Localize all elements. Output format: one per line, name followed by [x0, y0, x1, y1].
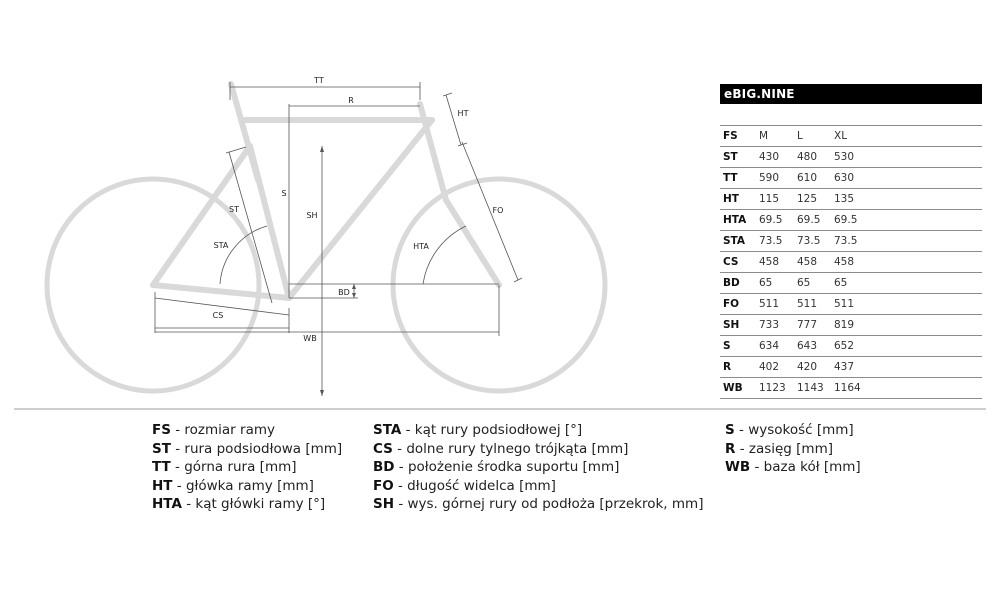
row-value-m: 634	[759, 336, 797, 357]
row-value-l: 643	[797, 336, 834, 357]
row-value-l: 777	[797, 315, 834, 336]
label-cs: CS	[212, 311, 224, 320]
row-value-xl: 135	[834, 189, 982, 210]
table-row	[720, 189, 982, 210]
model-title: eBIG.NINE	[720, 84, 982, 104]
geometry-table-panel	[720, 84, 982, 399]
legend-column-1	[152, 421, 342, 514]
table-row	[720, 294, 982, 315]
legend-item	[373, 421, 703, 440]
row-value-xl: 1164	[834, 378, 982, 399]
legend-desc: - górna rura [mm]	[170, 459, 297, 476]
table-row	[720, 231, 982, 252]
row-value-m: 73.5	[759, 231, 797, 252]
legend-item	[152, 421, 342, 440]
row-value-l: 125	[797, 189, 834, 210]
label-hta: HTA	[413, 242, 429, 251]
legend-key: SH	[373, 496, 395, 513]
row-value-m: 115	[759, 189, 797, 210]
legend-item	[725, 440, 861, 459]
row-key: HTA	[720, 210, 759, 231]
table-row	[720, 273, 982, 294]
table-row	[720, 378, 982, 399]
legend-key: STA	[373, 422, 402, 438]
row-key: SH	[720, 315, 759, 336]
table-row	[720, 168, 982, 189]
row-value-l: 480	[797, 147, 834, 168]
legend-item	[152, 477, 342, 496]
row-value-l: 69.5	[797, 210, 834, 231]
row-key: FO	[720, 294, 759, 315]
row-key: S	[720, 336, 759, 357]
legend-item	[373, 495, 703, 514]
legend-desc: - dolne rury tylnego trójkąta [mm]	[392, 440, 629, 457]
legend-key: ST	[152, 440, 171, 457]
legend-item	[152, 440, 342, 459]
legend-desc: - rozmiar ramy	[170, 422, 275, 438]
row-key: HT	[720, 189, 759, 210]
table-row	[720, 357, 982, 378]
legend-desc: - baza kół [mm]	[750, 459, 861, 476]
legend-desc: - zasięg [mm]	[735, 440, 834, 457]
row-value-m: 511	[759, 294, 797, 315]
header-size-l: L	[797, 126, 834, 147]
geometry-table	[720, 125, 982, 399]
legend-desc: - wys. górnej rury od podłoża [przekrok, mm]	[394, 496, 704, 513]
legend-desc: - kąt główki ramy [°]	[181, 496, 326, 513]
label-ht: HT	[457, 109, 469, 118]
legend-desc: - główka ramy [mm]	[172, 477, 314, 494]
row-value-m: 402	[759, 357, 797, 378]
row-value-m: 69.5	[759, 210, 797, 231]
legend-item	[725, 421, 861, 440]
row-value-m: 590	[759, 168, 797, 189]
row-key: STA	[720, 231, 759, 252]
legend-item	[373, 440, 703, 459]
legend-key: S	[725, 422, 735, 438]
legend-desc: - wysokość [mm]	[734, 422, 854, 438]
row-key: CS	[720, 252, 759, 273]
row-value-l: 610	[797, 168, 834, 189]
row-key: ST	[720, 147, 759, 168]
legend-desc: - długość widelca [mm]	[393, 477, 556, 494]
table-row	[720, 315, 982, 336]
legend-key: HTA	[152, 496, 182, 513]
label-fo: FO	[492, 206, 504, 215]
label-tt: TT	[314, 76, 324, 85]
label-st: ST	[229, 205, 239, 214]
legend-desc: - rura podsiodłowa [mm]	[170, 440, 343, 457]
legend-item	[725, 458, 861, 477]
section-divider	[14, 408, 986, 410]
row-key: WB	[720, 378, 759, 399]
table-row	[720, 147, 982, 168]
legend-key: CS	[373, 440, 393, 457]
row-value-m: 430	[759, 147, 797, 168]
legend-key: TT	[152, 459, 171, 476]
legend-item	[152, 458, 342, 477]
row-value-m: 458	[759, 252, 797, 273]
row-value-l: 73.5	[797, 231, 834, 252]
header-key: FS	[720, 126, 759, 147]
legend-key: FS	[152, 422, 171, 438]
legend-column-2	[373, 421, 703, 514]
legend-item	[373, 477, 703, 496]
row-value-m: 65	[759, 273, 797, 294]
legend-key: BD	[373, 459, 395, 476]
dimension-arrows	[320, 146, 356, 396]
row-key: R	[720, 357, 759, 378]
label-wb: WB	[303, 334, 317, 343]
legend-column-3	[725, 421, 861, 477]
legend-item	[152, 495, 342, 514]
row-value-xl: 65	[834, 273, 982, 294]
row-value-l: 420	[797, 357, 834, 378]
legend-desc: - kąt rury podsiodłowej [°]	[401, 422, 583, 438]
row-value-xl: 511	[834, 294, 982, 315]
label-r: R	[348, 96, 354, 105]
row-value-l: 511	[797, 294, 834, 315]
legend-key: WB	[725, 459, 751, 476]
row-value-l: 1143	[797, 378, 834, 399]
label-bd: BD	[338, 288, 350, 297]
row-value-xl: 652	[834, 336, 982, 357]
row-value-xl: 458	[834, 252, 982, 273]
legend-key: HT	[152, 477, 173, 494]
row-key: TT	[720, 168, 759, 189]
row-key: BD	[720, 273, 759, 294]
legend-item	[373, 458, 703, 477]
label-sh: SH	[306, 211, 318, 220]
row-value-xl: 73.5	[834, 231, 982, 252]
table-row	[720, 252, 982, 273]
legend-desc: - położenie środka suportu [mm]	[394, 459, 620, 476]
label-s: S	[281, 189, 287, 198]
legend-key: FO	[373, 477, 394, 494]
table-header-row	[720, 126, 982, 147]
legend-key: R	[725, 440, 736, 457]
label-sta: STA	[213, 241, 229, 250]
table-row	[720, 210, 982, 231]
row-value-xl: 437	[834, 357, 982, 378]
row-value-xl: 530	[834, 147, 982, 168]
row-value-l: 65	[797, 273, 834, 294]
row-value-m: 1123	[759, 378, 797, 399]
row-value-xl: 819	[834, 315, 982, 336]
table-row	[720, 336, 982, 357]
row-value-m: 733	[759, 315, 797, 336]
row-value-xl: 69.5	[834, 210, 982, 231]
row-value-l: 458	[797, 252, 834, 273]
header-size-m: M	[759, 126, 797, 147]
row-value-xl: 630	[834, 168, 982, 189]
header-size-xl: XL	[834, 126, 982, 147]
